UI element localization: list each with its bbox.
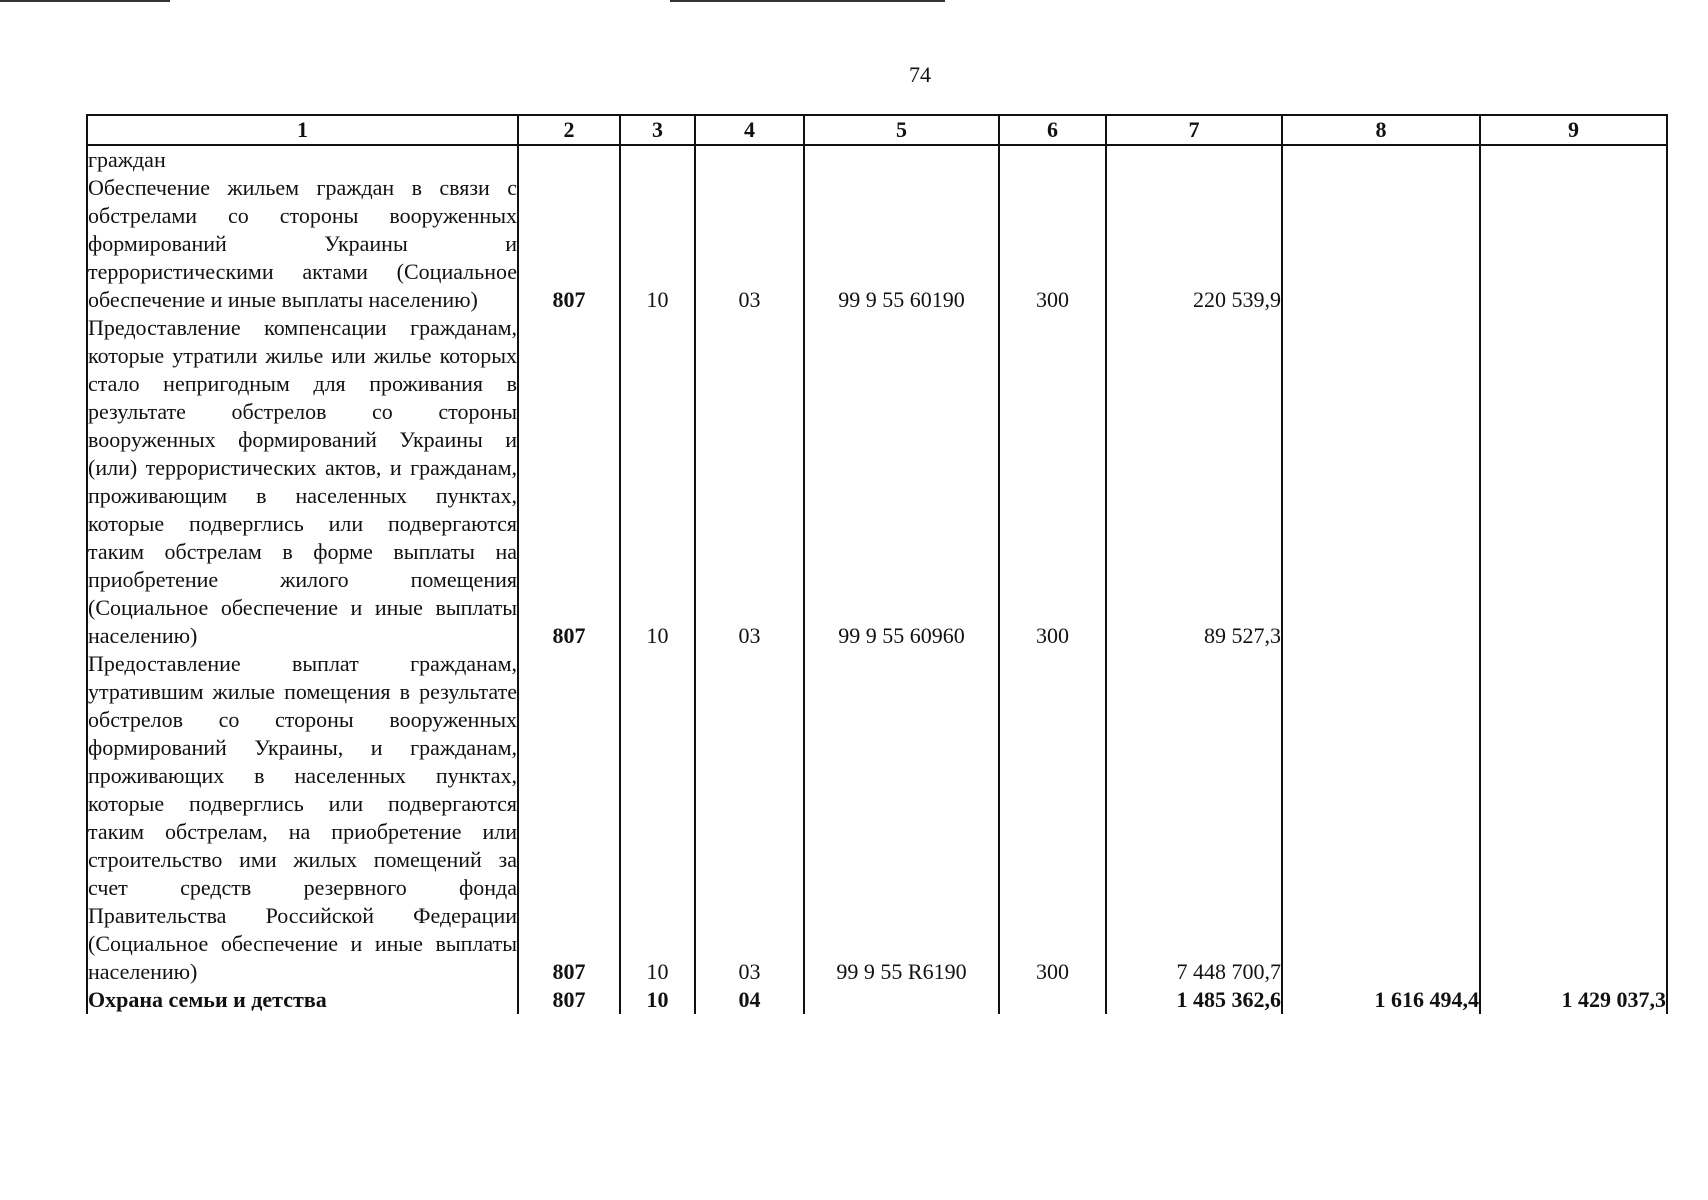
table-row <box>87 650 1667 986</box>
cell-target-article <box>804 145 999 174</box>
cell-target-article: 99 9 55 60960 <box>804 314 999 650</box>
cell-target-article: 99 9 55 60190 <box>804 174 999 314</box>
cell-code <box>518 145 620 174</box>
cell-amount-7: 89 527,3 <box>1106 314 1282 650</box>
cell-subsection: 04 <box>695 986 804 1014</box>
cell-section: 10 <box>620 650 695 986</box>
cell-subsection: 03 <box>695 314 804 650</box>
page-number: 74 <box>909 62 931 87</box>
cell-amount-8 <box>1282 650 1480 986</box>
table-row <box>87 145 1667 174</box>
column-header-5: 5 <box>804 115 999 145</box>
cell-amount-8 <box>1282 314 1480 650</box>
row-description: Предоставление выплат гражданам, утратившим жилые помещения в результате обстрелов со стороны вооруженных формирований Украины, и гражданам, проживающих в населенных пунктах, которые подверглись или подвергаются таким обстрелам, на приобретение или строительство ими жилых помещений за счет средств резервного фонда Правительства Российской Федерации (Социальное обеспечение и иные выплаты населению) <box>88 651 517 984</box>
table-row <box>87 174 1667 314</box>
cell-section: 10 <box>620 314 695 650</box>
scan-edge-line <box>0 0 170 2</box>
table-row <box>87 314 1667 650</box>
cell-code: 807 <box>518 650 620 986</box>
cell-amount-7 <box>1106 145 1282 174</box>
budget-table <box>86 114 1668 1014</box>
cell-section: 10 <box>620 174 695 314</box>
cell-amount-9 <box>1480 650 1667 986</box>
cell-section: 10 <box>620 986 695 1014</box>
row-description: Предоставление компенсации гражданам, которые утратили жилье или жилье которых стало непригодным для проживания в результате обстрелов со стороны вооруженных формирований Украины и (или) террористических актов, и гражданам, проживающим в населенных пунктах, которые подверглись или подвергаются таким обстрелам в форме выплаты на приобретение жилого помещения (Социальное обеспечение и иные выплаты населению) <box>88 315 517 648</box>
table-row-total <box>87 986 1667 1014</box>
cell-expense-type <box>999 145 1106 174</box>
cell-amount-9 <box>1480 145 1667 174</box>
column-header-4: 4 <box>695 115 804 145</box>
cell-expense-type: 300 <box>999 650 1106 986</box>
cell-expense-type: 300 <box>999 174 1106 314</box>
table-header-row <box>87 115 1667 145</box>
column-header-7: 7 <box>1106 115 1282 145</box>
cell-target-article: 99 9 55 R6190 <box>804 650 999 986</box>
cell-section <box>620 145 695 174</box>
row-description: Охрана семьи и детства <box>87 986 518 1014</box>
cell-expense-type: 300 <box>999 314 1106 650</box>
column-header-2: 2 <box>518 115 620 145</box>
budget-table-container <box>86 114 1668 1014</box>
cell-amount-7: 1 485 362,6 <box>1106 986 1282 1014</box>
cell-subsection: 03 <box>695 650 804 986</box>
cell-amount-8 <box>1282 145 1480 174</box>
cell-amount-8: 1 616 494,4 <box>1282 986 1480 1014</box>
cell-amount-7: 220 539,9 <box>1106 174 1282 314</box>
cell-code: 807 <box>518 314 620 650</box>
cell-amount-7: 7 448 700,7 <box>1106 650 1282 986</box>
column-header-8: 8 <box>1282 115 1480 145</box>
column-header-1: 1 <box>87 115 518 145</box>
cell-subsection: 03 <box>695 174 804 314</box>
row-description: Обеспечение жильем граждан в связи с обстрелами со стороны вооруженных формирований Украины и террористическими актами (Социальное обеспечение и иные выплаты населению) <box>88 175 517 312</box>
scan-edge-line <box>670 0 945 2</box>
cell-amount-9: 1 429 037,3 <box>1480 986 1667 1014</box>
cell-code: 807 <box>518 986 620 1014</box>
cell-amount-9 <box>1480 174 1667 314</box>
cell-amount-9 <box>1480 314 1667 650</box>
row-description: граждан <box>87 145 518 174</box>
cell-expense-type <box>999 986 1106 1014</box>
cell-code: 807 <box>518 174 620 314</box>
column-header-6: 6 <box>999 115 1106 145</box>
column-header-3: 3 <box>620 115 695 145</box>
cell-amount-8 <box>1282 174 1480 314</box>
column-header-9: 9 <box>1480 115 1667 145</box>
cell-subsection <box>695 145 804 174</box>
cell-target-article <box>804 986 999 1014</box>
